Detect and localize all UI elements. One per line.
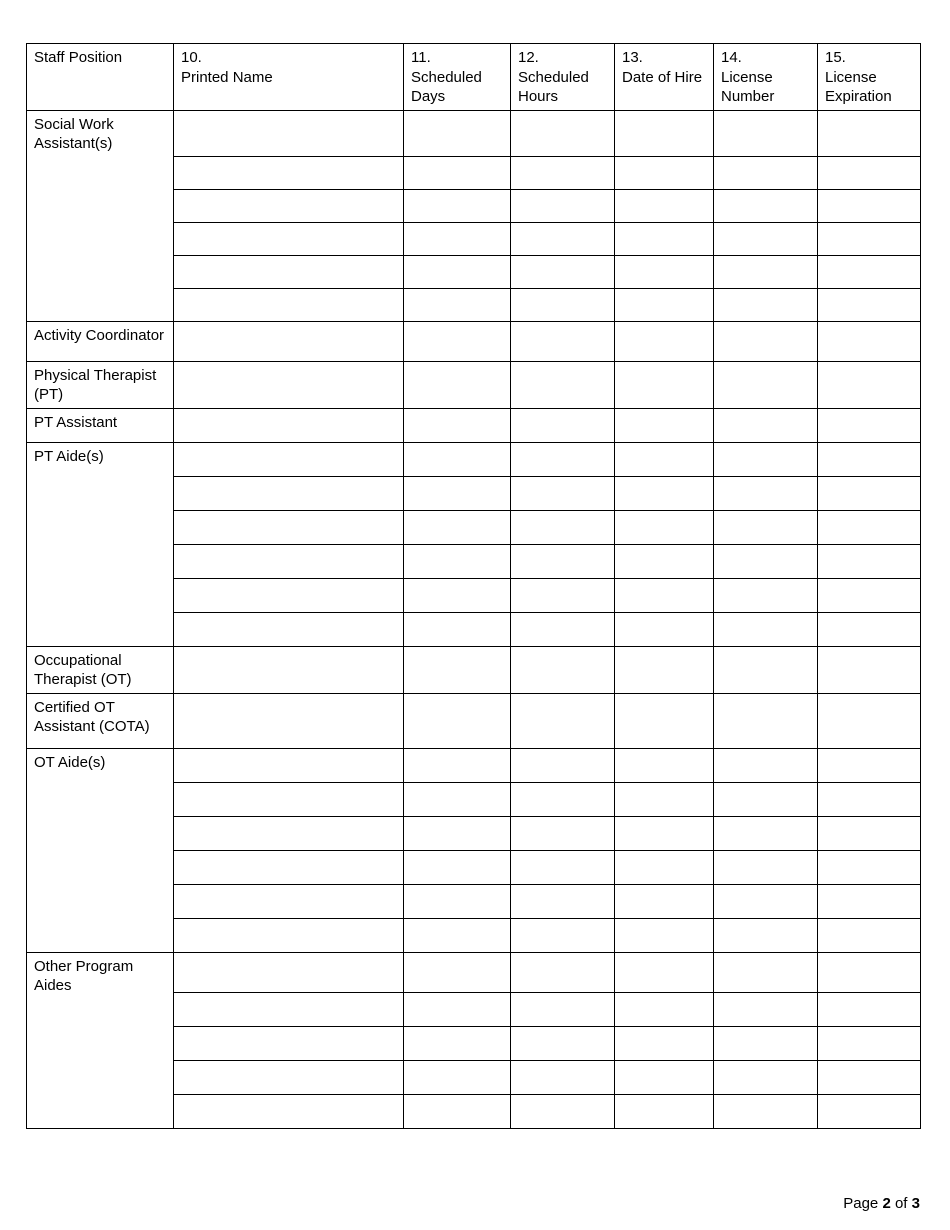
cell-scheduled-hours[interactable] xyxy=(511,952,615,992)
cell-license-expiration[interactable] xyxy=(818,442,921,476)
cell-license-expiration[interactable] xyxy=(818,1026,921,1060)
cell-scheduled-hours[interactable] xyxy=(511,288,615,321)
cell-date-of-hire[interactable] xyxy=(615,189,714,222)
cell-printed-name[interactable] xyxy=(174,321,404,361)
header-printed-name: 10. Printed Name xyxy=(174,44,404,111)
cell-date-of-hire[interactable] xyxy=(615,992,714,1026)
staffing-table xyxy=(26,43,921,1129)
cell-printed-name[interactable] xyxy=(174,952,404,992)
cell-date-of-hire[interactable] xyxy=(615,1060,714,1094)
cell-license-expiration[interactable] xyxy=(818,222,921,255)
cell-license-number[interactable] xyxy=(714,952,818,992)
cell-scheduled-days[interactable] xyxy=(404,288,511,321)
cell-printed-name[interactable] xyxy=(174,748,404,782)
cell-license-number[interactable] xyxy=(714,156,818,189)
cell-license-number[interactable] xyxy=(714,782,818,816)
cell-scheduled-days[interactable] xyxy=(404,918,511,952)
cell-scheduled-hours[interactable] xyxy=(511,544,615,578)
header-license-expiration: 15. License Expiration xyxy=(818,44,921,111)
cell-date-of-hire[interactable] xyxy=(615,442,714,476)
cell-scheduled-hours[interactable] xyxy=(511,1094,615,1128)
cell-printed-name[interactable] xyxy=(174,693,404,748)
cell-date-of-hire[interactable] xyxy=(615,748,714,782)
cell-date-of-hire[interactable] xyxy=(615,476,714,510)
cell-scheduled-days[interactable] xyxy=(404,510,511,544)
footer-total-pages: 3 xyxy=(911,1195,920,1212)
cell-scheduled-hours[interactable] xyxy=(511,408,615,442)
staff-position-label: PT Assistant xyxy=(27,408,174,442)
cell-scheduled-days[interactable] xyxy=(404,693,511,748)
cell-license-number[interactable] xyxy=(714,693,818,748)
staff-position-label: PT Aide(s) xyxy=(27,442,174,646)
cell-scheduled-hours[interactable] xyxy=(511,578,615,612)
cell-scheduled-days[interactable] xyxy=(404,321,511,361)
cell-scheduled-hours[interactable] xyxy=(511,992,615,1026)
cell-date-of-hire[interactable] xyxy=(615,884,714,918)
cell-license-number[interactable] xyxy=(714,1060,818,1094)
cell-date-of-hire[interactable] xyxy=(615,255,714,288)
cell-date-of-hire[interactable] xyxy=(615,646,714,693)
cell-license-expiration[interactable] xyxy=(818,408,921,442)
cell-date-of-hire[interactable] xyxy=(615,1026,714,1060)
cell-scheduled-days[interactable] xyxy=(404,255,511,288)
staff-position-label: Physical Therapist (PT) xyxy=(27,361,174,408)
cell-license-expiration[interactable] xyxy=(818,850,921,884)
cell-date-of-hire[interactable] xyxy=(615,693,714,748)
cell-license-number[interactable] xyxy=(714,255,818,288)
cell-license-number[interactable] xyxy=(714,646,818,693)
cell-printed-name[interactable] xyxy=(174,222,404,255)
cell-date-of-hire[interactable] xyxy=(615,918,714,952)
cell-scheduled-hours[interactable] xyxy=(511,222,615,255)
cell-printed-name[interactable] xyxy=(174,1026,404,1060)
cell-license-expiration[interactable] xyxy=(818,476,921,510)
cell-license-number[interactable] xyxy=(714,321,818,361)
staff-position-label: Activity Coordinator xyxy=(27,321,174,361)
header-staff-position: Staff Position xyxy=(27,44,174,111)
cell-scheduled-days[interactable] xyxy=(404,646,511,693)
cell-scheduled-hours[interactable] xyxy=(511,510,615,544)
cell-date-of-hire[interactable] xyxy=(615,288,714,321)
table-row xyxy=(27,646,921,693)
cell-license-expiration[interactable] xyxy=(818,884,921,918)
cell-license-expiration[interactable] xyxy=(818,816,921,850)
cell-license-expiration[interactable] xyxy=(818,510,921,544)
cell-printed-name[interactable] xyxy=(174,816,404,850)
cell-scheduled-days[interactable] xyxy=(404,544,511,578)
cell-license-number[interactable] xyxy=(714,442,818,476)
cell-scheduled-days[interactable] xyxy=(404,850,511,884)
header-date-of-hire: 13. Date of Hire xyxy=(615,44,714,111)
cell-printed-name[interactable] xyxy=(174,408,404,442)
cell-scheduled-days[interactable] xyxy=(404,952,511,992)
cell-date-of-hire[interactable] xyxy=(615,952,714,992)
table-row xyxy=(27,442,921,476)
cell-license-expiration[interactable] xyxy=(818,544,921,578)
cell-scheduled-days[interactable] xyxy=(404,189,511,222)
cell-license-number[interactable] xyxy=(714,189,818,222)
cell-license-expiration[interactable] xyxy=(818,782,921,816)
cell-printed-name[interactable] xyxy=(174,476,404,510)
cell-license-number[interactable] xyxy=(714,544,818,578)
cell-scheduled-days[interactable] xyxy=(404,408,511,442)
cell-scheduled-hours[interactable] xyxy=(511,816,615,850)
cell-date-of-hire[interactable] xyxy=(615,1094,714,1128)
cell-license-number[interactable] xyxy=(714,510,818,544)
cell-scheduled-hours[interactable] xyxy=(511,918,615,952)
cell-date-of-hire[interactable] xyxy=(615,816,714,850)
cell-scheduled-days[interactable] xyxy=(404,748,511,782)
cell-license-number[interactable] xyxy=(714,361,818,408)
cell-license-expiration[interactable] xyxy=(818,361,921,408)
cell-license-number[interactable] xyxy=(714,816,818,850)
cell-scheduled-days[interactable] xyxy=(404,222,511,255)
cell-license-expiration[interactable] xyxy=(818,321,921,361)
cell-scheduled-days[interactable] xyxy=(404,1094,511,1128)
cell-printed-name[interactable] xyxy=(174,918,404,952)
cell-printed-name[interactable] xyxy=(174,361,404,408)
cell-printed-name[interactable] xyxy=(174,156,404,189)
cell-printed-name[interactable] xyxy=(174,1094,404,1128)
cell-scheduled-hours[interactable] xyxy=(511,646,615,693)
cell-printed-name[interactable] xyxy=(174,189,404,222)
cell-printed-name[interactable] xyxy=(174,1060,404,1094)
cell-license-expiration[interactable] xyxy=(818,288,921,321)
cell-scheduled-days[interactable] xyxy=(404,476,511,510)
cell-license-number[interactable] xyxy=(714,612,818,646)
cell-license-expiration[interactable] xyxy=(818,156,921,189)
cell-license-expiration[interactable] xyxy=(818,189,921,222)
cell-scheduled-hours[interactable] xyxy=(511,255,615,288)
cell-scheduled-hours[interactable] xyxy=(511,361,615,408)
cell-license-expiration[interactable] xyxy=(818,578,921,612)
cell-printed-name[interactable] xyxy=(174,850,404,884)
staffing-table-container xyxy=(26,43,920,1129)
cell-license-expiration[interactable] xyxy=(818,646,921,693)
cell-license-number[interactable] xyxy=(714,850,818,884)
cell-license-expiration[interactable] xyxy=(818,110,921,156)
cell-printed-name[interactable] xyxy=(174,884,404,918)
page-footer xyxy=(843,1195,920,1212)
footer-current-page: 2 xyxy=(882,1195,891,1212)
staff-position-label: OT Aide(s) xyxy=(27,748,174,952)
table-row xyxy=(27,361,921,408)
cell-scheduled-hours[interactable] xyxy=(511,1060,615,1094)
cell-date-of-hire[interactable] xyxy=(615,782,714,816)
cell-license-expiration[interactable] xyxy=(818,952,921,992)
cell-date-of-hire[interactable] xyxy=(615,156,714,189)
cell-scheduled-hours[interactable] xyxy=(511,693,615,748)
table-row xyxy=(27,110,921,156)
cell-scheduled-days[interactable] xyxy=(404,884,511,918)
cell-license-number[interactable] xyxy=(714,476,818,510)
cell-date-of-hire[interactable] xyxy=(615,612,714,646)
footer-page-word: Page xyxy=(843,1195,879,1212)
cell-license-number[interactable] xyxy=(714,408,818,442)
cell-scheduled-hours[interactable] xyxy=(511,850,615,884)
cell-scheduled-hours[interactable] xyxy=(511,476,615,510)
cell-license-number[interactable] xyxy=(714,110,818,156)
cell-license-expiration[interactable] xyxy=(818,1060,921,1094)
cell-scheduled-hours[interactable] xyxy=(511,442,615,476)
table-row xyxy=(27,748,921,782)
cell-license-expiration[interactable] xyxy=(818,992,921,1026)
cell-license-number[interactable] xyxy=(714,578,818,612)
cell-scheduled-days[interactable] xyxy=(404,442,511,476)
cell-license-number[interactable] xyxy=(714,222,818,255)
cell-printed-name[interactable] xyxy=(174,782,404,816)
cell-scheduled-hours[interactable] xyxy=(511,110,615,156)
cell-license-expiration[interactable] xyxy=(818,255,921,288)
cell-scheduled-hours[interactable] xyxy=(511,156,615,189)
cell-scheduled-hours[interactable] xyxy=(511,189,615,222)
cell-date-of-hire[interactable] xyxy=(615,321,714,361)
cell-date-of-hire[interactable] xyxy=(615,850,714,884)
cell-license-number[interactable] xyxy=(714,1026,818,1060)
staff-position-label: Certified OT Assistant (COTA) xyxy=(27,693,174,748)
cell-scheduled-days[interactable] xyxy=(404,992,511,1026)
cell-printed-name[interactable] xyxy=(174,110,404,156)
cell-license-number[interactable] xyxy=(714,288,818,321)
cell-scheduled-hours[interactable] xyxy=(511,748,615,782)
table-body xyxy=(27,44,921,1129)
header-scheduled-hours: 12. Scheduled Hours xyxy=(511,44,615,111)
cell-scheduled-hours[interactable] xyxy=(511,782,615,816)
cell-printed-name[interactable] xyxy=(174,646,404,693)
cell-date-of-hire[interactable] xyxy=(615,222,714,255)
cell-scheduled-days[interactable] xyxy=(404,1026,511,1060)
cell-scheduled-days[interactable] xyxy=(404,110,511,156)
cell-printed-name[interactable] xyxy=(174,255,404,288)
header-license-number: 14. License Number xyxy=(714,44,818,111)
header-scheduled-days: 11. Scheduled Days xyxy=(404,44,511,111)
cell-scheduled-days[interactable] xyxy=(404,816,511,850)
cell-license-number[interactable] xyxy=(714,1094,818,1128)
cell-scheduled-days[interactable] xyxy=(404,156,511,189)
table-row xyxy=(27,408,921,442)
cell-license-expiration[interactable] xyxy=(818,918,921,952)
cell-scheduled-hours[interactable] xyxy=(511,612,615,646)
cell-date-of-hire[interactable] xyxy=(615,544,714,578)
cell-printed-name[interactable] xyxy=(174,288,404,321)
cell-printed-name[interactable] xyxy=(174,510,404,544)
cell-printed-name[interactable] xyxy=(174,992,404,1026)
cell-scheduled-days[interactable] xyxy=(404,1060,511,1094)
cell-license-number[interactable] xyxy=(714,918,818,952)
cell-license-expiration[interactable] xyxy=(818,1094,921,1128)
cell-date-of-hire[interactable] xyxy=(615,578,714,612)
cell-scheduled-hours[interactable] xyxy=(511,321,615,361)
cell-date-of-hire[interactable] xyxy=(615,361,714,408)
footer-of-word: of xyxy=(894,1195,908,1212)
cell-printed-name[interactable] xyxy=(174,612,404,646)
table-row xyxy=(27,321,921,361)
cell-scheduled-days[interactable] xyxy=(404,612,511,646)
table-row xyxy=(27,693,921,748)
staff-position-label: Social Work Assistant(s) xyxy=(27,110,174,321)
table-header-row xyxy=(27,44,921,111)
cell-date-of-hire[interactable] xyxy=(615,110,714,156)
cell-printed-name[interactable] xyxy=(174,544,404,578)
cell-date-of-hire[interactable] xyxy=(615,408,714,442)
staff-position-label: Occupational Therapist (OT) xyxy=(27,646,174,693)
cell-date-of-hire[interactable] xyxy=(615,510,714,544)
cell-license-number[interactable] xyxy=(714,748,818,782)
cell-scheduled-days[interactable] xyxy=(404,578,511,612)
cell-scheduled-days[interactable] xyxy=(404,782,511,816)
cell-printed-name[interactable] xyxy=(174,442,404,476)
cell-license-number[interactable] xyxy=(714,884,818,918)
staff-position-label: Other Program Aides xyxy=(27,952,174,1128)
table-row xyxy=(27,952,921,992)
cell-scheduled-hours[interactable] xyxy=(511,884,615,918)
cell-license-expiration[interactable] xyxy=(818,612,921,646)
cell-printed-name[interactable] xyxy=(174,578,404,612)
cell-scheduled-hours[interactable] xyxy=(511,1026,615,1060)
cell-scheduled-days[interactable] xyxy=(404,361,511,408)
cell-license-expiration[interactable] xyxy=(818,693,921,748)
cell-license-expiration[interactable] xyxy=(818,748,921,782)
cell-license-number[interactable] xyxy=(714,992,818,1026)
